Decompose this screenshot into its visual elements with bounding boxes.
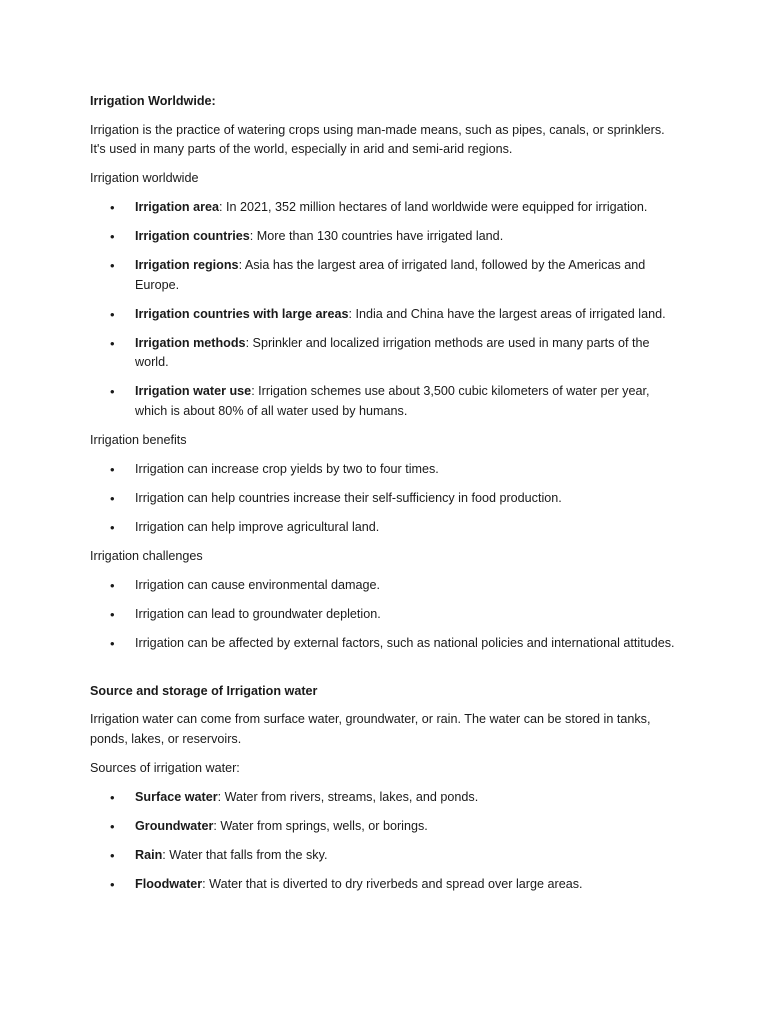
item-text: : Water that is diverted to dry riverbeds and spread over large areas. [202, 876, 583, 891]
item-term: Irrigation regions [135, 258, 239, 272]
list-item: • Irrigation can be affected by external factors, such as national policies and international attitudes. [90, 634, 680, 654]
challenges-list [90, 576, 680, 654]
item-term: Irrigation area [135, 200, 219, 214]
item-term: Floodwater [135, 876, 203, 891]
worldwide-list [90, 198, 680, 421]
item-term: Irrigation methods [135, 335, 246, 350]
item-text: : India and China have the largest areas of irrigated land. [348, 306, 666, 321]
list-item: • Irrigation can increase crop yields by two to four times. [90, 460, 680, 480]
list-item: • Irrigation can help countries increase their self-sufficiency in food production. [90, 489, 680, 509]
document-page [90, 92, 680, 904]
list-item [90, 198, 680, 218]
benefits-list [90, 460, 680, 538]
list-item: • Irrigation can help improve agricultural land. [90, 518, 680, 538]
item-term: Rain [135, 847, 163, 862]
item-term: Irrigation countries with large areas [135, 306, 349, 321]
list-item [90, 305, 680, 325]
list-item [90, 382, 680, 421]
list-item [90, 875, 680, 895]
item-term: Groundwater [135, 818, 214, 833]
item-term: Irrigation water use [135, 384, 252, 398]
item-text: : Asia has the largest area of irrigated land, followed by the Americas and Europe. [135, 258, 646, 292]
list-item [90, 334, 680, 373]
sources-list [90, 788, 680, 895]
list-item [90, 788, 680, 808]
item-text: : Water from springs, wells, or borings. [213, 818, 428, 833]
item-text: : In 2021, 352 million hectares of land worldwide were equipped for irrigation. [219, 200, 648, 214]
item-term: Irrigation countries [135, 229, 250, 243]
source-intro-paragraph: Irrigation water can come from surface water, groundwater, or rain. The water can be stored in tanks, ponds, lakes, or reservoirs. [90, 712, 651, 746]
item-text: : Water that falls from the sky. [162, 847, 328, 862]
section-spacer [90, 663, 680, 682]
item-text: : Irrigation schemes use about 3,500 cubic kilometers of water per year, which is about 80% of all water used by humans. [135, 384, 650, 418]
intro-paragraph: Irrigation is the practice of watering crops using man-made means, such as pipes, canals, or sprinklers. It's used in many parts of the world, especially in arid and semi-arid regions. [90, 122, 665, 156]
section-heading-source-storage: Source and storage of Irrigation water [90, 683, 318, 698]
sources-label: Sources of irrigation water: [90, 760, 240, 775]
item-text: : More than 130 countries have irrigated land. [249, 229, 504, 243]
list-item [90, 817, 680, 837]
item-text: : Water from rivers, streams, lakes, and ponds. [217, 789, 479, 804]
list-item [90, 227, 680, 247]
worldwide-label: Irrigation worldwide [90, 171, 199, 185]
item-text: : Sprinkler and localized irrigation methods are used in many parts of the world. [135, 335, 650, 369]
section-heading-irrigation-worldwide: Irrigation Worldwide: [90, 94, 216, 108]
list-item: • Irrigation can lead to groundwater depletion. [90, 605, 680, 625]
list-item [90, 256, 680, 295]
benefits-label: Irrigation benefits [90, 432, 187, 447]
challenges-label: Irrigation challenges [90, 548, 203, 563]
list-item [90, 846, 680, 866]
list-item: • Irrigation can cause environmental damage. [90, 576, 680, 596]
item-term: Surface water [135, 789, 218, 804]
